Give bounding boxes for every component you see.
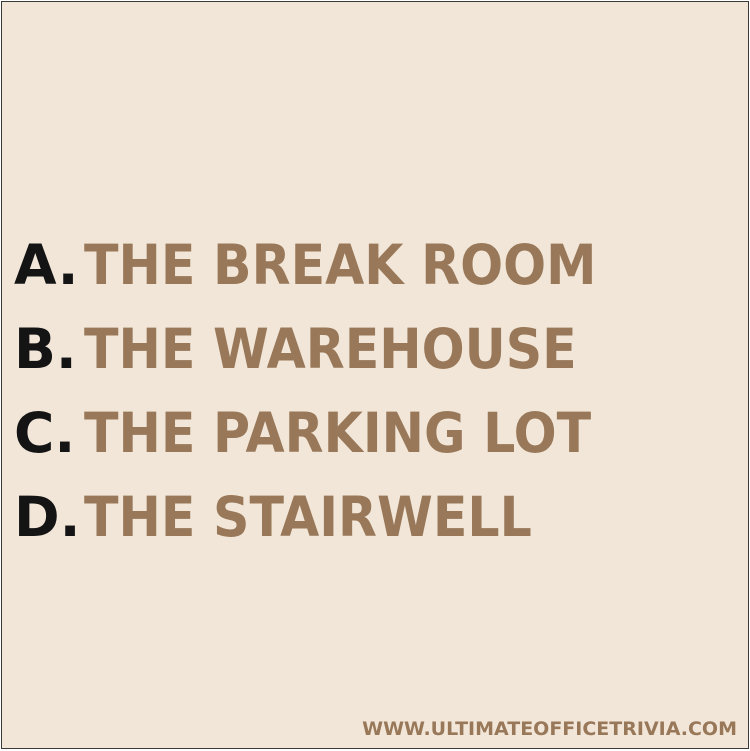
answer-c-letter: C. xyxy=(14,401,76,465)
answer-d-letter: D. xyxy=(14,485,81,549)
website-url: WWW.ULTIMATEOFFICETRIVIA.COM xyxy=(362,718,737,740)
answer-a xyxy=(14,223,740,307)
answer-b-letter: B. xyxy=(14,317,77,381)
answer-b-text: THE WAREHOUSE xyxy=(84,317,577,381)
answer-d xyxy=(14,475,740,559)
answer-list xyxy=(14,223,740,559)
answer-a-text: THE BREAK ROOM xyxy=(84,233,597,297)
answer-c xyxy=(14,391,740,475)
answer-b xyxy=(14,307,740,391)
answer-c-text: THE PARKING LOT xyxy=(84,401,592,465)
answer-d-text: THE STAIRWELL xyxy=(84,485,532,549)
trivia-card xyxy=(1,1,749,749)
answer-a-letter: A. xyxy=(14,233,79,297)
